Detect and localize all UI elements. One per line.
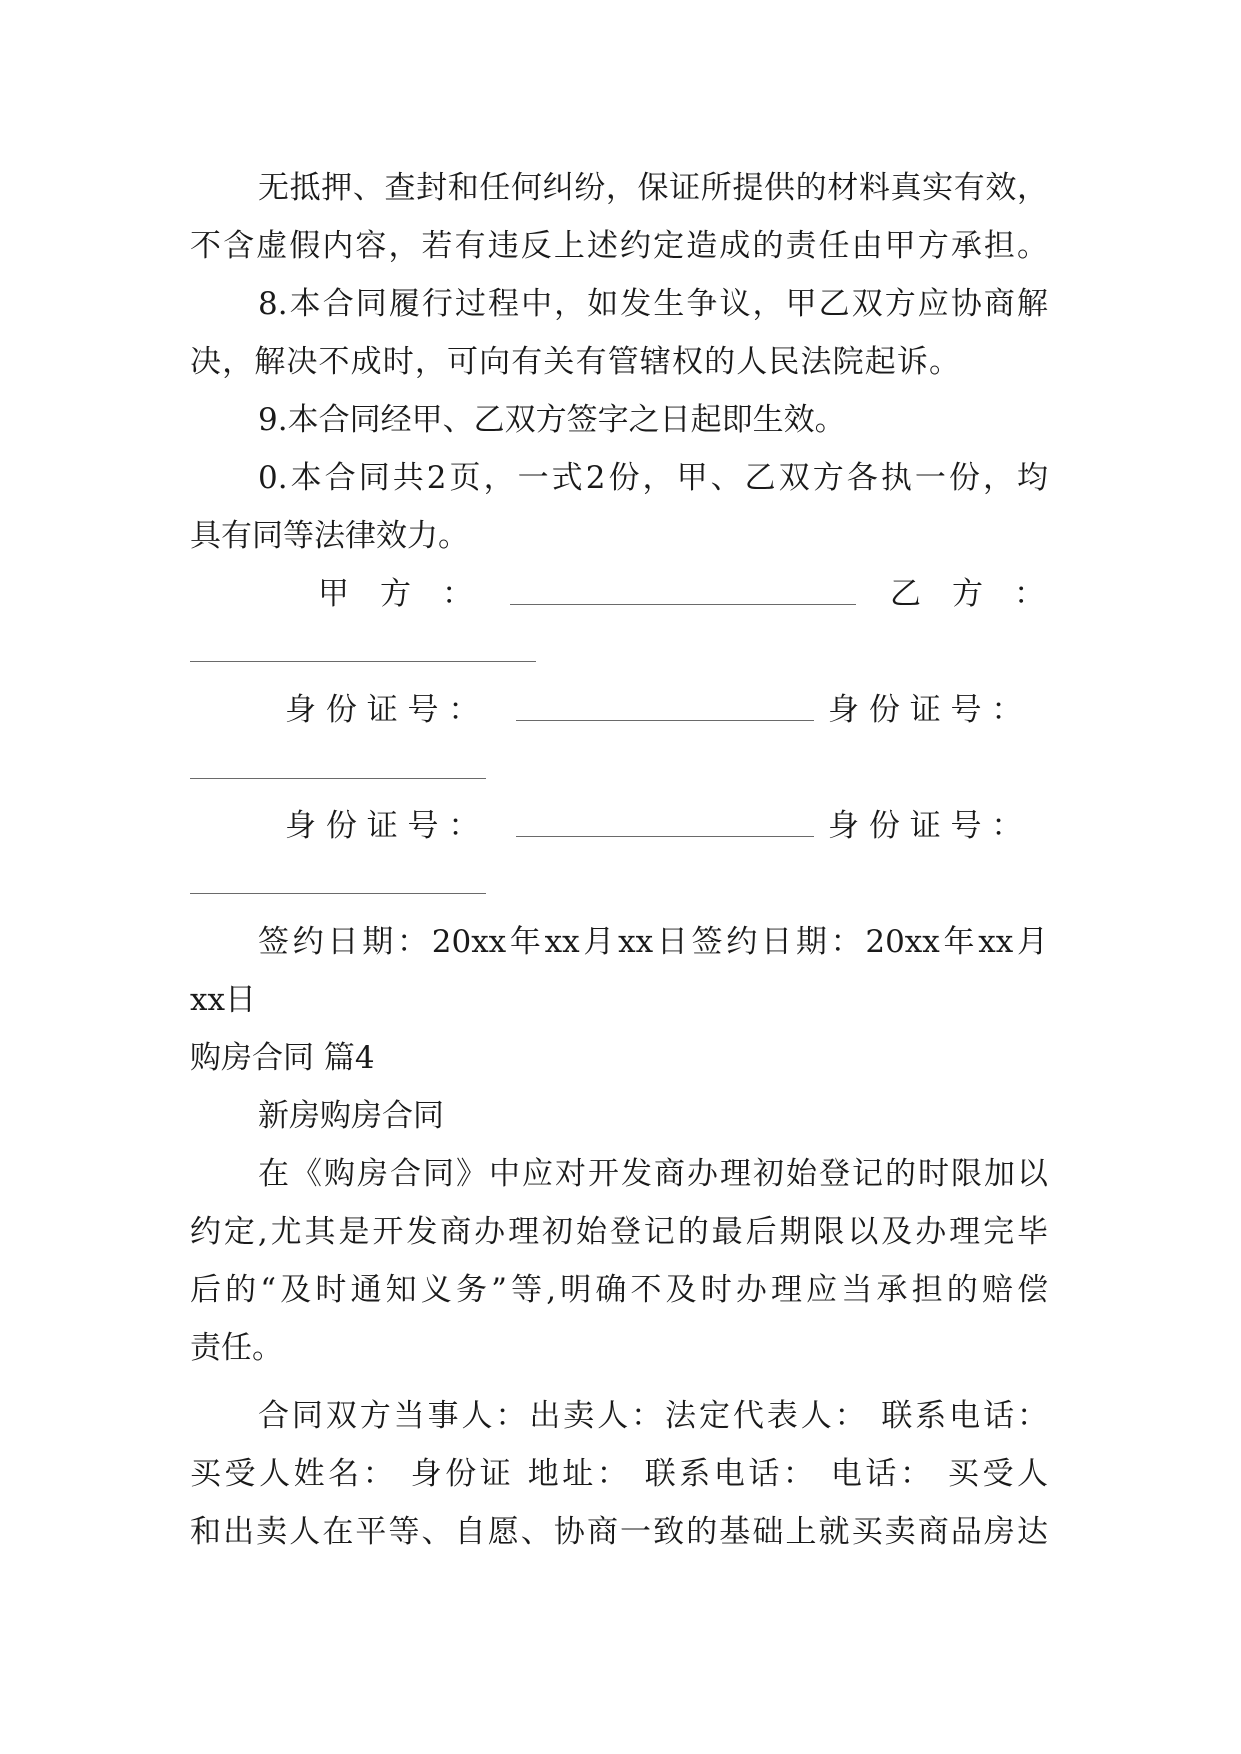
party-b-id-line bbox=[190, 778, 486, 779]
party-a-signature-line bbox=[510, 604, 856, 605]
party-a-label: 甲 方 ： bbox=[318, 576, 473, 612]
party-a-id-line bbox=[516, 720, 814, 721]
clause-9-line: 9.本合同经甲、乙双方签字之日起即生效。 bbox=[258, 402, 846, 438]
paragraph-line: 在《购房合同》中应对开发商办理初始登记的时限加以 bbox=[258, 1156, 1048, 1192]
party-a-id-label: 身 份 证 号 ： bbox=[285, 692, 480, 728]
party-b-id-label: 身 份 证 号 ： bbox=[828, 692, 1023, 728]
clause-8-line: 8.本合同履行过程中，如发生争议，甲乙双方应协商解 bbox=[258, 286, 1048, 322]
text-line: 具有同等法律效力。 bbox=[190, 518, 469, 554]
parties-line: 买受人姓名： 身份证 地址： 联系电话： 电话： 买受人 bbox=[190, 1456, 1048, 1492]
paragraph-line: 约定,尤其是开发商办理初始登记的最后期限以及办理完毕 bbox=[190, 1214, 1048, 1250]
text-line: 无抵押、查封和任何纠纷，保证所提供的材料真实有效， bbox=[258, 170, 1048, 206]
party-b-signature-line bbox=[190, 661, 536, 662]
signing-date-line: 签约日期：20xx年xx月xx日签约日期：20xx年xx月 bbox=[258, 924, 1048, 960]
paragraph-line: 后的“及时通知义务”等,明确不及时办理应当承担的赔偿 bbox=[190, 1272, 1048, 1308]
party-a-id-line bbox=[516, 836, 814, 837]
parties-line: 合同双方当事人：出卖人：法定代表人： 联系电话： bbox=[258, 1398, 1048, 1434]
party-b-id-label: 身 份 证 号 ： bbox=[828, 808, 1023, 844]
parties-line: 和出卖人在平等、自愿、协商一致的基础上就买卖商品房达 bbox=[190, 1514, 1048, 1550]
clause-0-line: 0.本合同共2页，一式2份，甲、乙双方各执一份，均 bbox=[258, 460, 1048, 496]
party-b-id-line bbox=[190, 893, 486, 894]
signing-date-line: xx日 bbox=[190, 982, 256, 1018]
party-b-label: 乙 方 ： bbox=[890, 576, 1045, 612]
subtitle: 新房购房合同 bbox=[258, 1098, 444, 1134]
text-line: 决，解决不成时，可向有关有管辖权的人民法院起诉。 bbox=[190, 344, 960, 380]
section-title: 购房合同 篇4 bbox=[190, 1040, 375, 1076]
party-a-id-label: 身 份 证 号 ： bbox=[285, 808, 480, 844]
text-line: 不含虚假内容，若有违反上述约定造成的责任由甲方承担。 bbox=[190, 228, 1048, 264]
paragraph-line: 责任。 bbox=[190, 1330, 283, 1366]
